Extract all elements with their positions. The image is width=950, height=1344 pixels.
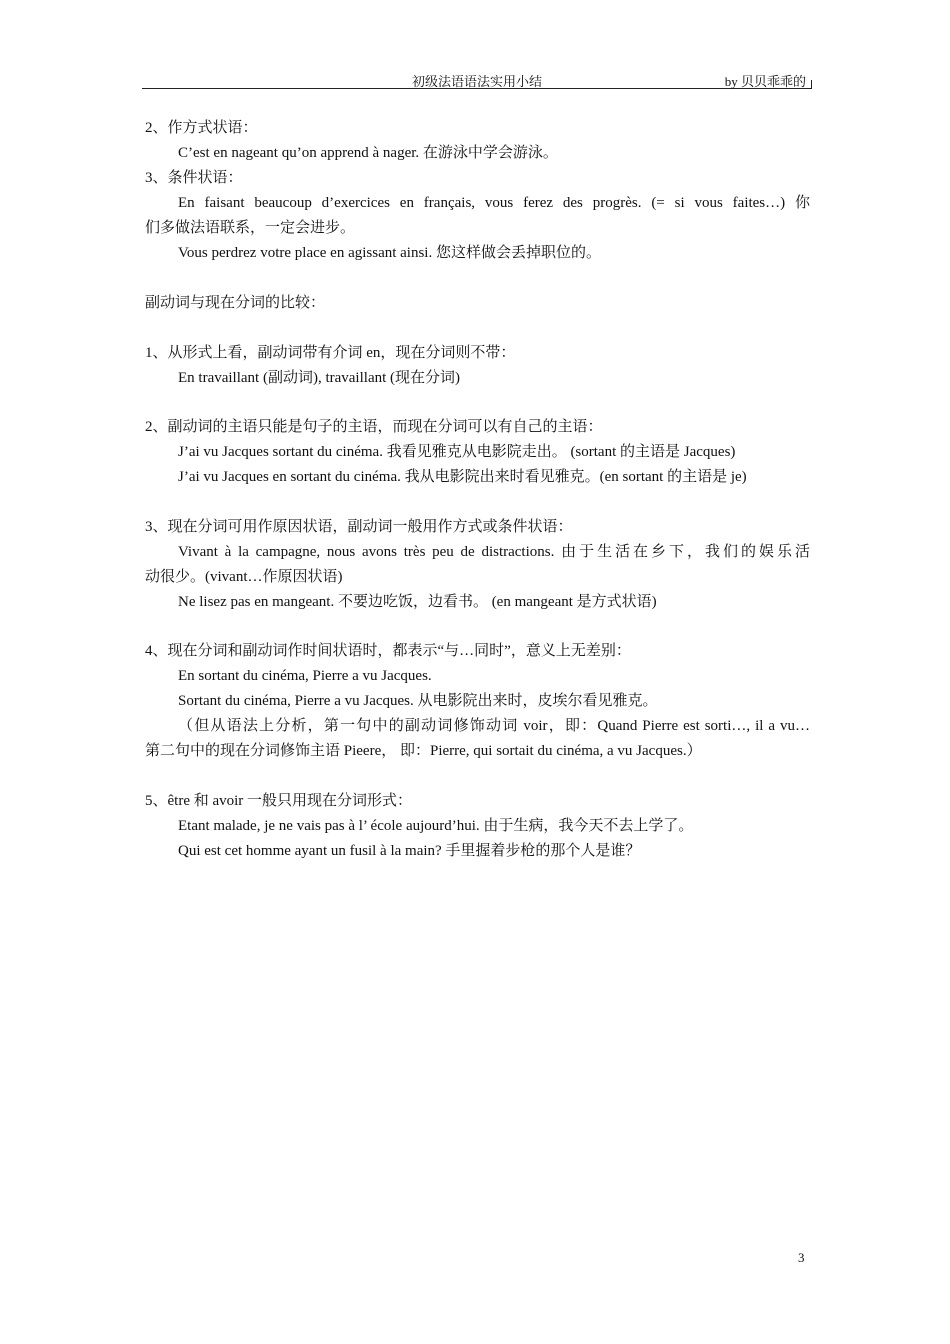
section-heading: 副动词与现在分词的比较：	[145, 295, 326, 311]
text-line: 动很少。(vivant…作原因状语)	[145, 569, 343, 585]
text-line: En sortant du cinéma, Pierre a vu Jacques.	[178, 668, 432, 684]
text-line: Vous perdrez votre place en agissant ainsi. 您这样做会丢掉职位的。	[178, 245, 601, 261]
document-author: by 贝贝乖乖的	[724, 74, 806, 89]
text-line: J’ai vu Jacques en sortant du cinéma. 我从电影院出来时看见雅克。(en sortant 的主语是 je)	[178, 469, 747, 485]
text-line: 2、副动词的主语只能是句子的主语，而现在分词可以有自己的主语：	[145, 419, 603, 435]
text-line: 5、être 和 avoir 一般只用现在分词形式：	[145, 793, 413, 809]
text-line: （但从语法上分析，第一句中的副动词修饰动词 voir，即：Quand Pierre est sorti…, il a vu…	[178, 718, 810, 734]
text-line: 2、作方式状语：	[145, 120, 258, 136]
header-rule-tick	[811, 80, 812, 88]
text-line: Vivant à la campagne, nous avons très peu de distractions. 由于生活在乡下，我们的娱乐活	[178, 544, 810, 560]
text-line: J’ai vu Jacques sortant du cinéma. 我看见雅克从电影院走出。 (sortant 的主语是 Jacques)	[178, 444, 736, 460]
text-line: En faisant beaucoup d’exercices en français, vous ferez des progrès. (= si vous faites…) 你	[178, 195, 810, 211]
running-header	[142, 70, 812, 89]
text-line: 第二句中的现在分词修饰主语 Pieere， 即：Pierre, qui sortait du cinéma, a vu Jacques.）	[145, 743, 702, 759]
text-line: 们多做法语联系，一定会进步。	[145, 220, 356, 236]
text-line: Sortant du cinéma, Pierre a vu Jacques. 从电影院出来时，皮埃尔看见雅克。	[178, 693, 658, 709]
page-number: 3	[798, 1250, 805, 1265]
text-line: Qui est cet homme ayant un fusil à la main? 手里握着步枪的那个人是谁？	[178, 843, 641, 859]
text-line: 4、现在分词和副动词作时间状语时，都表示“与…同时”，意义上无差别：	[145, 643, 631, 659]
text-line: Etant malade, je ne vais pas à l’ école aujourd’hui. 由于生病，我今天不去上学了。	[178, 818, 694, 834]
text-line: Ne lisez pas en mangeant. 不要边吃饭，边看书。 (en mangeant 是方式状语)	[178, 594, 657, 610]
text-line: 3、现在分词可用作原因状语，副动词一般用作方式或条件状语：	[145, 519, 573, 535]
text-line: C’est en nageant qu’on apprend à nager. 在游泳中学会游泳。	[178, 145, 558, 161]
text-line: 1、从形式上看，副动词带有介词 en，现在分词则不带：	[145, 345, 516, 361]
document-title: 初级法语语法实用小结	[412, 74, 543, 89]
text-line: 3、条件状语：	[145, 170, 243, 186]
text-line: En travaillant (副动词), travaillant (现在分词)	[178, 370, 461, 386]
